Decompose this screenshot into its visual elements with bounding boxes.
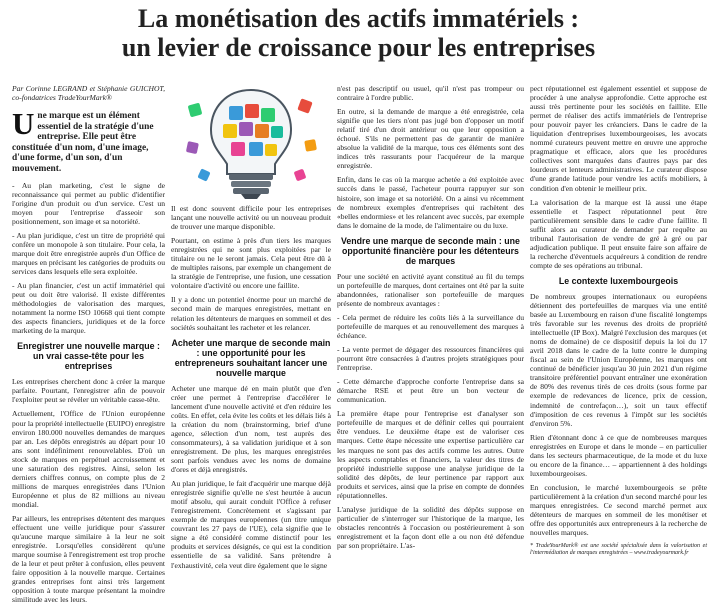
paragraph: L'analyse juridique de la solidité des dépôts suppose en particulier de s'interroger sur l'historique de la marque, les obstacles rencontrés à l'occasion ou postérieurement à son enregistrement et la façon dont elle a ou non été défendue par son propriétaire. L'as-	[337, 504, 524, 550]
section-heading: Enregistrer une nouvelle marque : un vrai casse-tête pour les entreprises	[17, 341, 160, 372]
column-3	[337, 84, 524, 555]
paragraph: n'est pas descriptif ou usuel, qu'il n'est pas trompeur ou contraire à l'ordre public.	[337, 84, 524, 103]
list-item: - Cette démarche d'approche conforte l'entreprise dans sa démarche RSE et peut être un bon vecteur de communication.	[337, 377, 524, 405]
paragraph: De nombreux groupes internationaux ou européens détiennent des portefeuilles de marques via une entité basée au Luxembourg en raison d'une fiscalité longtemps très favorable sur les revenus des droits de propriété intellectuelle (IP Box). Malgré l'exclusion des marques (et noms de domaine) de ce dispositif depuis la loi du 17 avril 2018 dans le cadre de la lutte contre le dumping fiscal au sein de l'Union Européenne, les marques ont continué de bénéficier jusqu'au 30 juin 2021 d'un régime transitoire préférentiel pouvant entraîner une exonération de 80% des revenus tirés de ces droits (sous forme par exemple de redevances de licence, prix de cession, indemnité de contrefaçon…), soit un taux effectif d'imposition de ces revenus à l'impôt sur les sociétés d'environ 5%.	[530, 291, 707, 428]
lead-text: ne marque est un élément essentiel de la stratégie d'une entreprise. Elle peut être constituée d'un nom, d'une image, d'une forme, d'un son, d'un mouvement.	[12, 111, 154, 174]
section-heading: Le contexte luxembourgeois	[558, 275, 679, 286]
paragraph: La première étape pour l'entreprise est d'analyser son portefeuille de marques et de définir celles qui pourraient être vendues. Le deuxième étape est de valoriser ces marques. Cette étape nécessite une expertise particulière car les marques ne sont pas des actifs comme les autres. Outre les aspects comptables et financiers, la valeur des titres de propriété industrielle suppose une analyse juridique de la solidité des dépôts, de leur pertinence par rapport aux produits et services, ainsi que la prise en compte de données réputationnelles.	[337, 409, 524, 500]
lead-paragraph	[12, 106, 165, 175]
paragraph: En conclusion, le marché luxembourgeois se prête particulièrement à la création d'un second marché pour les marques enregistrées. Ce second marché permet aux détenteurs de marques en sommeil de les monétiser et offre des opportunités aux entrepreneurs à la recherche de nouvelles marques.	[530, 482, 707, 538]
paragraph: pect réputationnel est également essentiel et suppose de procéder à une analyse approfondie. Cette approche est aussi très pertinente pour les sociétés en faillite. Elle permet de réaliser des actifs immatériels de l'entreprise pour pouvoir payer les créanciers. Dans le cadre de la liquidation d'entreprises luxembourgeoises, les avocats nommé curateurs peuvent mettre en œuvre une approche pragmatique et efficace, alors que les procédures collectives sont marquées dans d'autres pays par des lourdeurs et lenteurs administratives. Le curateur dispose d'une grande latitude pour vendre les actifs mobiliers, à condition d'en obtenir le meilleur prix.	[530, 84, 707, 193]
column-2	[171, 204, 331, 575]
column-1	[12, 84, 165, 609]
section-heading: Vendre une marque de seconde main : une opportunité financière pour les détenteurs de marques	[341, 235, 520, 266]
title-line-1: La monétisation des actifs immatériels :	[137, 4, 580, 33]
column-4	[530, 84, 707, 562]
paragraph: - Au plan juridique, c'est un titre de propriété qui confère un monopole à son titulaire. Pour cela, la marque doit être enregistrée auprès d'un Office de marques en précisant les catégories de produits ou services dans lesquels elle sera exploitée.	[12, 230, 165, 276]
paragraph: - Au plan financier, c'est un actif immatériel qui peut ou doit être valorisé. Il existe différentes méthodologies de valorisation des marques, notamment la norme ISO 10668 qui tient compte des aspects financiers, juridiques et de la force marketing de la marque.	[12, 281, 165, 336]
drop-cap: U	[12, 106, 35, 141]
list-item: - La vente permet de dégager des ressources financières qui pourront être consacrées à d'autres projets stratégiques pour l'entreprise.	[337, 345, 524, 373]
paragraph: La valorisation de la marque est là aussi une étape essentielle et l'aspect réputationnel peut être particulièrement sensible dans le cadre d'une faillite. Il suffit alors au curateur de demander par requête au tribunal l'autorisation de vendre de gré à gré ou par adjudication publique. Il peut ensuite faire son affaire de la recherche d'éventuels acquéreurs à condition de rendre compte de ses opérations au tribunal.	[530, 197, 707, 270]
paragraph: Au plan juridique, le fait d'acquérir une marque déjà enregistrée signifie qu'elle ne s'est heurtée à aucun motif absolu, qui aurait conduit l'Office à refuser l'enregistrement. Concrètement et s'agissant par exemple de marques européennes (un titre unique couvrant les 27 pays de l'UE), cela signifie que le signe a été considéré comme distinctif pour les produits et services désignés, ce qui est la condition essentielle de sa validité. Sans prétendre à l'exhaustivité, cela veut dire également que le signe	[171, 479, 331, 570]
paragraph: Les entreprises cherchent donc à créer la marque parfaite. Pourtant, l'enregistrer afin de pouvoir l'exploiter peut se révéler un véritable casse-tête.	[12, 377, 165, 405]
lightbulb-puzzle-illustration	[171, 84, 331, 200]
paragraph: Rien d'étonnant donc à ce que de nombreuses marques enregistrées en Europe et dans le monde – en particulier dans les secteurs pharmaceutique, de la mode et du luxe ou encore de la finance… – appartiennent à des holdings luxembourgeoises.	[530, 432, 707, 478]
paragraph: Acheter une marque dé en main plutôt que d'en créer une permet à l'entreprise d'accélérer le lancement d'une nouvelle activité et d'en réduire les coûts. En effet, cela évite les coûts et les délais liés à la création du nom (brainstorming, brief d'une agence, sélection d'un nom, test auprès des consommateurs), à sa validation juridique et à son enregistrement. De plus, les marques enregistrées sont parfois vendues avec les noms de domaine d'ores et déjà enregistrés.	[171, 383, 331, 475]
paragraph: Il est donc souvent difficile pour les entreprises lançant une nouvelle activité ou un nouveau produit de trouver une marque disponible.	[171, 204, 331, 232]
paragraph: Actuellement, l'Office de l'Union européenne pour la propriété intellectuelle (EUIPO) enregistre environ 180.000 nouvelles demandes de marques par an. Les dépôts enregistrés au départ pour 10 ans sont indéfiniment renouvelables. D'où un stock de marques en perpétuel accroissement et une saturation des registres. Ainsi, selon les derniers chiffres connus, on compte plus de 2 millions de marques enregistrées dans l'Union Européenne et plus de 82 millions au niveau mondial.	[12, 409, 165, 509]
paragraph: Pourtant, on estime à près d'un tiers les marques enregistrées qui ne sont plus exploitées par le titulaire ou ne le seront jamais. Cela peut être dû à de multiples raisons, par exemple un changement de la stratégie de l'entreprise, une fusion, une cessation volontaire d'activité ou encore une faillite.	[171, 236, 331, 291]
article-title	[0, 4, 717, 62]
paragraph: Par ailleurs, les entreprises détentent des marques effectuent une veille juridique pour s'assurer qu'aucune marque similaire à la leur ne soit enregistrée. Lorsqu'elles considèrent qu'une marque soumise à l'enregistrement est trop proche de la leur et peut prêter à confusion, elles peuvent faire opposition à la nouvelle marque. Certaines grandes entreprises font ainsi très largement opposition à toute marque présentant la moindre similitude avec les leurs.	[12, 513, 165, 605]
paragraph: Pour une société en activité ayant constitué au fil du temps un portefeuille de marques, dont certaines ont été par la suite abandonnées, rationaliser son portefeuille de marques présente de nombreux avantages :	[337, 271, 524, 308]
paragraph: En outre, si la demande de marque a été enregistrée, cela signifie que les tiers n'ont pas jugé bon d'opposer un motif relatif tiré d'un droit antérieur ou que leur opposition a échoué. S'ils ne permettent pas de garantir de manière absolue la validité de la marque, tous ces éléments sont des indices très rassurants pour l'acquéreur de la marque enregistrée.	[337, 107, 524, 171]
byline: Par Corinne LEGRAND et Stéphanie GUICHOT, co-fondatrices TradeYourMark®	[12, 84, 165, 102]
paragraph: Il y a donc un potentiel énorme pour un marché de second main de marques enregistrées, mettant en relation les détenteurs de marques en sommeil et des sociétés souhaitant les racheter et les relancer.	[171, 295, 331, 332]
section-heading: Acheter une marque de seconde main : une opportunité pour les entrepreneurs souhaitant lancer une nouvelle marque	[171, 337, 331, 378]
list-item: - Cela permet de réduire les coûts liés à la surveillance du portefeuille de marques et au renouvellement des marques à échéance.	[337, 312, 524, 340]
title-line-2: un levier de croissance pour les entreprises	[121, 33, 596, 62]
footnote: * TradeYourMark® est une société spécialisée dans la valorisation et l'intermédiation de marques enregistrées – www.tradeyourmark.fr	[530, 543, 707, 557]
paragraph: - Au plan marketing, c'est le signe de reconnaissance qui permet au public d'identifier l'origine d'un produit ou d'un service. C'est un moyen pour l'entreprise d'asseoir son positionnement, son image et sa notoriété.	[12, 180, 165, 226]
paragraph: Enfin, dans le cas où la marque achetée a été exploitée avec succès dans le passé, l'acheteur pourra rappuyer sur son histoire, son image et sa notoriété. On a ainsi vu récemment de nombreux exemples d'entreprises qui rachètent des «belles endormies» et les relancent avec succès, par exemple dans le domaine de la mode, de l'alimentaire ou du luxe.	[337, 175, 524, 230]
